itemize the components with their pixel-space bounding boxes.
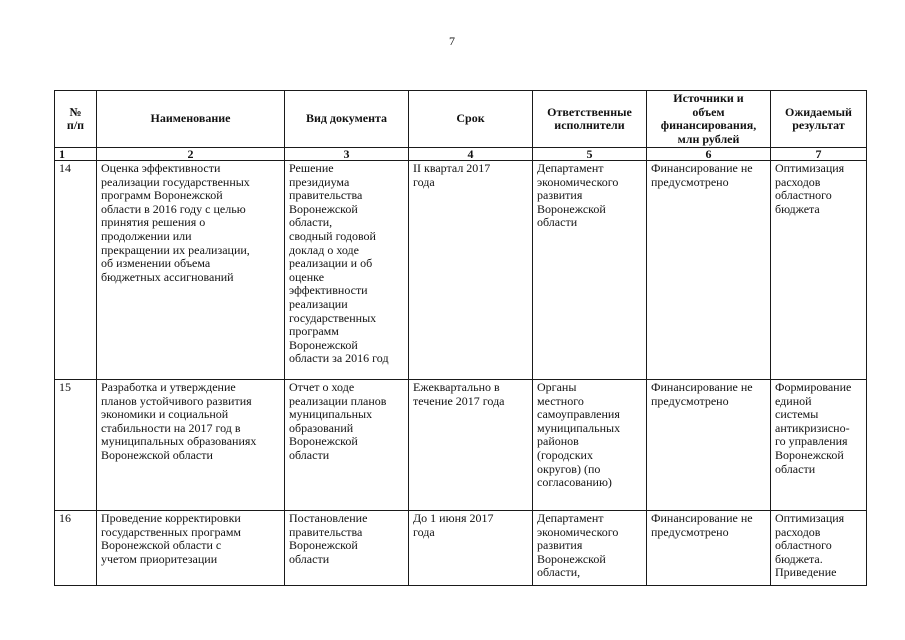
- row-number: 14: [55, 161, 97, 380]
- column-number: 3: [285, 148, 409, 161]
- row-name: Оценка эффективности реализации государственных программ Воронежской области в 2016 году с целью принятия решения о продолжении или прекращении их реализации, об изменении объема бюджетных ассигнований: [97, 161, 285, 380]
- row-expected-result: Оптимизация расходов областного бюджета. Приведение: [771, 511, 867, 586]
- row-document-type: Отчет о ходе реализации планов муниципальных образований Воронежской области: [285, 380, 409, 511]
- row-responsible: Органы местного самоуправления муниципальных районов (городских округов) (по согласованию): [533, 380, 647, 511]
- page-number: 7: [449, 34, 455, 48]
- header-number: № п/п: [55, 91, 97, 148]
- header-name: Наименование: [97, 91, 285, 148]
- column-number: 4: [409, 148, 533, 161]
- row-number: 15: [55, 380, 97, 511]
- row-expected-result: Оптимизация расходов областного бюджета: [771, 161, 867, 380]
- table-row: [55, 380, 867, 511]
- row-expected-result: Формирование единой системы антикризисно- го управления Воронежской области: [771, 380, 867, 511]
- row-document-type: Решение президиума правительства Воронежской области, сводный годовой доклад о ходе реализации и об оценке эффективности реализации государственных программ Воронежской области за 2016 год: [285, 161, 409, 380]
- column-number: 7: [771, 148, 867, 161]
- row-document-type: Постановление правительства Воронежской области: [285, 511, 409, 586]
- row-name: Проведение корректировки государственных программ Воронежской области с учетом приоритезации: [97, 511, 285, 586]
- row-funding: Финансирование не предусмотрено: [647, 161, 771, 380]
- row-term: Ежеквартально в течение 2017 года: [409, 380, 533, 511]
- header-document-type: Вид документа: [285, 91, 409, 148]
- header-funding: Источники и объем финансирования, млн рублей: [647, 91, 771, 148]
- row-funding: Финансирование не предусмотрено: [647, 511, 771, 586]
- row-funding: Финансирование не предусмотрено: [647, 380, 771, 511]
- row-responsible: Департамент экономического развития Воронежской области: [533, 161, 647, 380]
- row-number: 16: [55, 511, 97, 586]
- header-expected-result: Ожидаемый результат: [771, 91, 867, 148]
- header-responsible: Ответственные исполнители: [533, 91, 647, 148]
- action-plan-table: [54, 90, 867, 586]
- row-term: II квартал 2017 года: [409, 161, 533, 380]
- table-row: [55, 511, 867, 586]
- column-number: 2: [97, 148, 285, 161]
- table-row: [55, 161, 867, 380]
- row-term: До 1 июня 2017 года: [409, 511, 533, 586]
- header-row: [55, 91, 867, 148]
- column-number: 1: [55, 148, 97, 161]
- header-term: Срок: [409, 91, 533, 148]
- row-name: Разработка и утверждение планов устойчивого развития экономики и социальной стабильности на 2017 год в муниципальных образованиях Воронежской области: [97, 380, 285, 511]
- column-number: 6: [647, 148, 771, 161]
- column-number-row: [55, 148, 867, 161]
- row-responsible: Департамент экономического развития Воронежской области,: [533, 511, 647, 586]
- column-number: 5: [533, 148, 647, 161]
